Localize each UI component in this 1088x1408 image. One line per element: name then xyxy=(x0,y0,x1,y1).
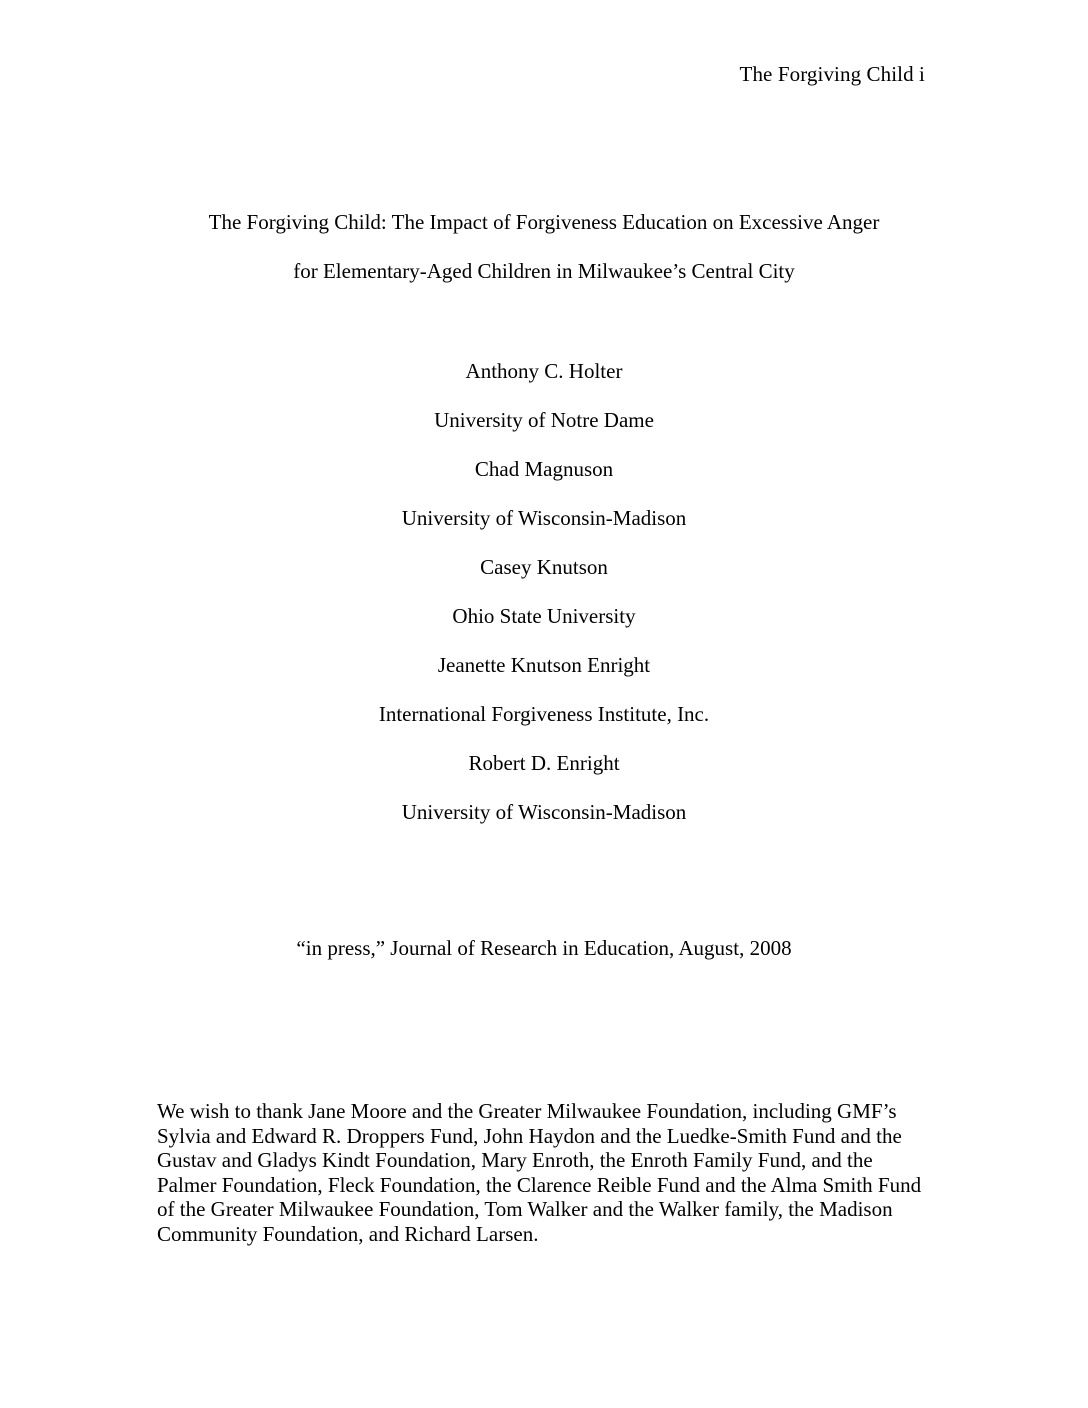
running-header: The Forgiving Child i xyxy=(739,62,925,86)
affiliation-ohio-state: Ohio State University xyxy=(452,604,636,628)
author-name-magnuson: Chad Magnuson xyxy=(474,457,614,481)
title-line-2: for Elementary-Aged Children in Milwaukee’s Central City xyxy=(293,259,795,283)
paper-title xyxy=(163,198,925,296)
publication-status-line: “in press,” Journal of Research in Education, August, 2008 xyxy=(296,936,792,960)
title-line-1: The Forgiving Child: The Impact of Forgiveness Education on Excessive Anger xyxy=(208,210,880,234)
affiliation-wisconsin-madison-1: University of Wisconsin-Madison xyxy=(401,506,687,530)
author-name-holter: Anthony C. Holter xyxy=(465,359,623,383)
affiliation-notre-dame: University of Notre Dame xyxy=(434,408,654,432)
author-name-knutson: Casey Knutson xyxy=(480,555,608,579)
acknowledgement-paragraph: We wish to thank Jane Moore and the Greater Milwaukee Foundation, including GMF’s Sylvia and Edward R. Droppers Fund, John Haydon and the Luedke-Smith Fund and the Gustav and Gladys Kindt Foundation, Mary Enroth, the Enroth Family Fund, and the Palmer Foundation, Fleck Foundation, the Clarence Reible Fund and the Alma Smith Fund of the Greater Milwaukee Foundation, Tom Walker and the Walker family, the Madison Community Foundation, and Richard Larsen. xyxy=(157,1099,922,1246)
author-name-enright: Robert D. Enright xyxy=(468,751,620,775)
author-name-knutson-enright: Jeanette Knutson Enright xyxy=(437,653,651,677)
affiliation-wisconsin-madison-2: University of Wisconsin-Madison xyxy=(401,800,687,824)
affiliation-forgiveness-institute: International Forgiveness Institute, Inc. xyxy=(378,702,710,726)
author-affiliation-block xyxy=(163,347,925,837)
